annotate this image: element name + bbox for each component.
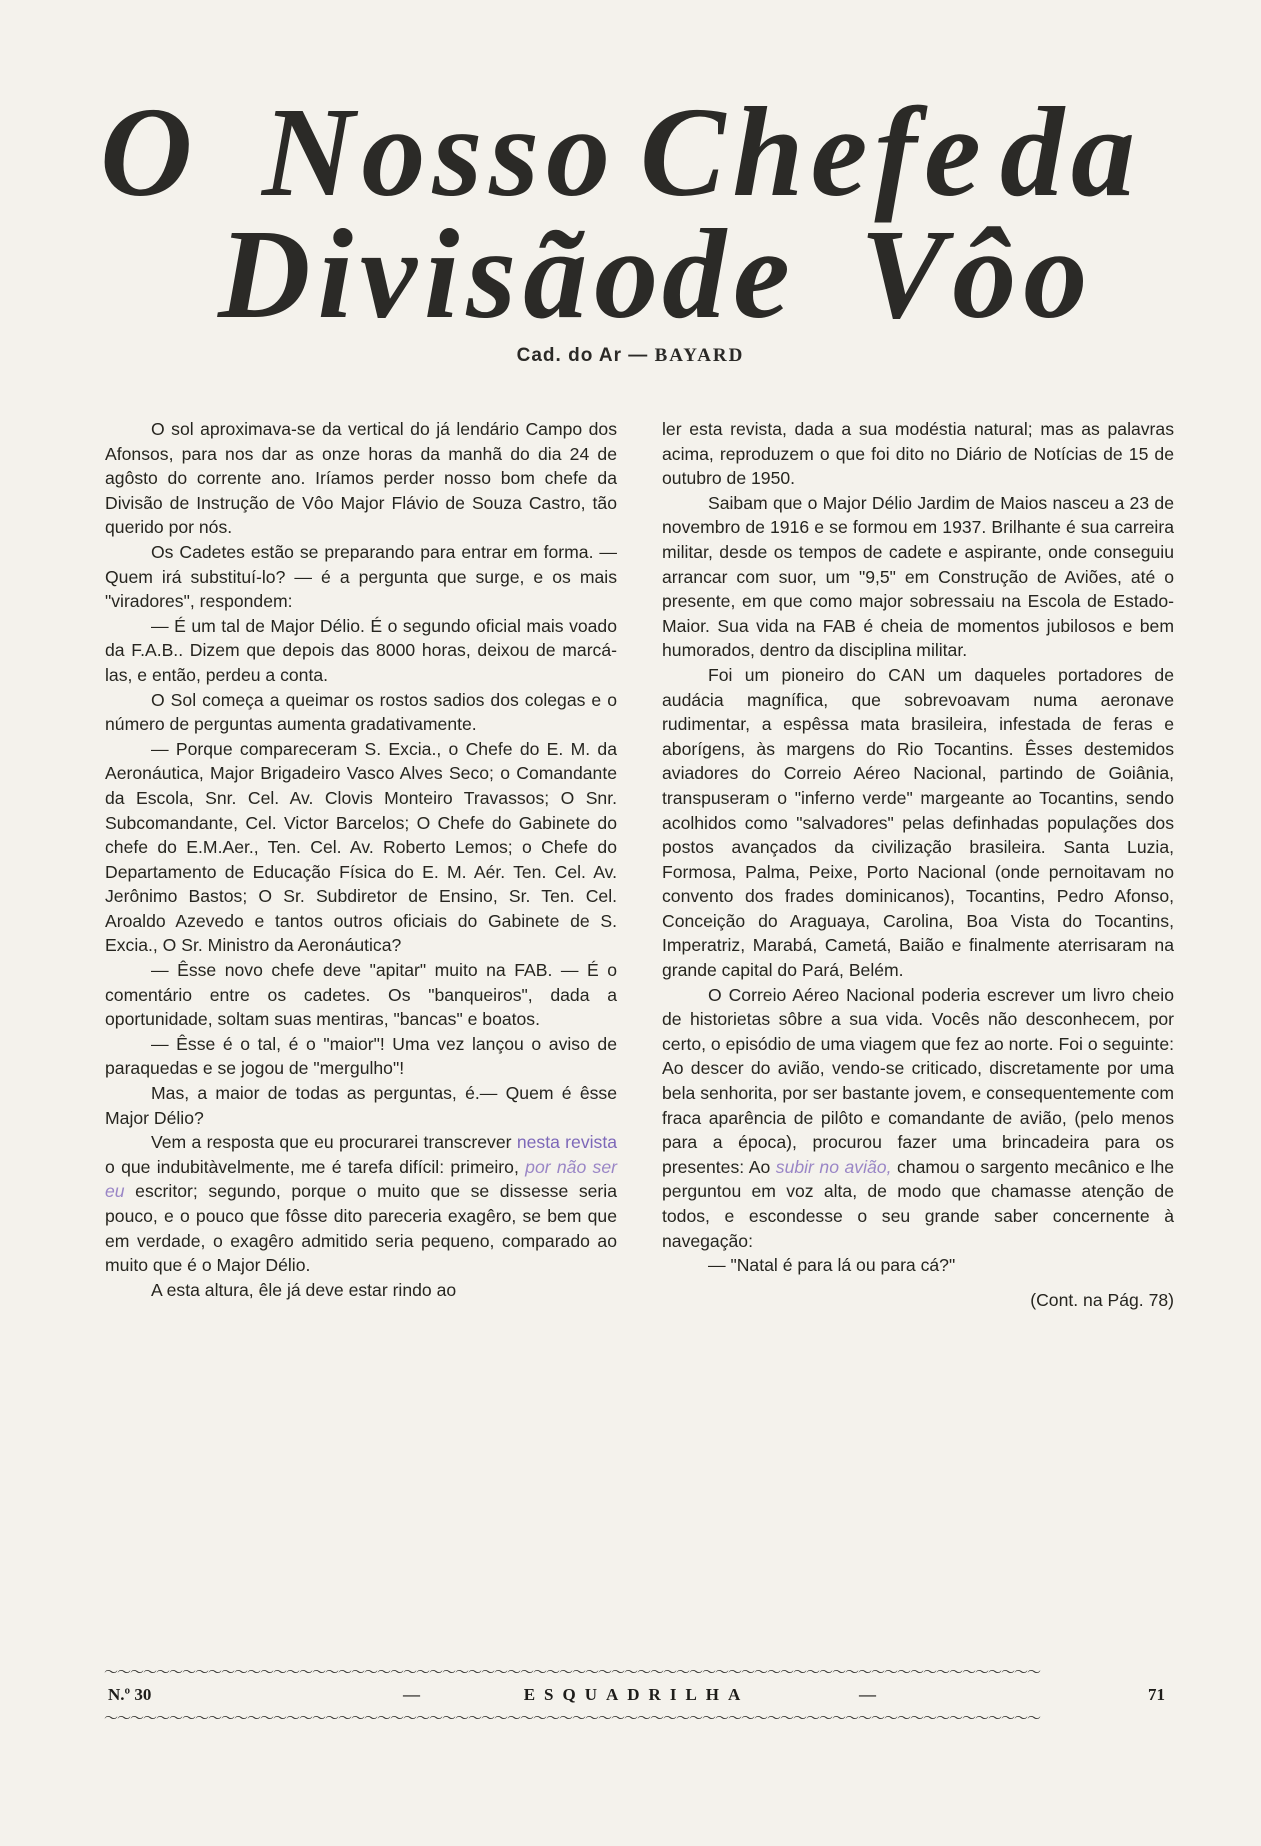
footer-wave-top: 〜〜〜〜〜〜〜〜〜〜〜〜〜〜〜〜〜〜〜〜〜〜〜〜〜〜〜〜〜〜〜〜〜〜〜〜〜〜〜〜〜〜〜〜〜〜〜〜〜〜〜〜〜〜〜〜〜〜〜〜〜〜〜〜〜〜〜〜〜〜〜〜 (104, 1667, 1040, 1677)
title-word: da (1000, 81, 1142, 223)
byline-prefix: Cad. do Ar — (516, 345, 649, 366)
paragraph: — Porque compareceram S. Excia., o Chefe do E. M. da Aeronáutica, Major Brigadeiro Vasco Alves Seco; o Comandante da Escola, Snr. Cel. Av. Clovis Monteiro Travassos; O Snr. Subcomandante, Cel. Victor Barcelos; O Chefe do Gabinete do chefe do E.M.Aer., Ten. Cel. Av. Roberto Lemos; o Chefe do Departamento de Educação Física do E. M. Aér. Ten. Cel. Av. Jerônimo Bastos; O Sr. Subdiretor de Ensino, Sr. Ten. Cel. Aroaldo Azevedo e tantos outros oficiais do Gabinete de S. Excia., O Sr. Ministro da Aeronáutica? (105, 738, 617, 956)
stamp-text: por não ser eu (105, 1156, 617, 1202)
byline (0, 345, 1261, 367)
paragraph-text: escritor; segundo, porque o muito que se dissesse seria pouco, e o pouco que fôsse dito pareceria exagêro, se bem que em verdade, o exagêro admitido seria pequeno, comparado ao muito que é o Major Délio. (105, 1181, 617, 1276)
paragraph: — Êsse é o tal, é o "maior"! Uma vez lançou o aviso de paraquedas e se jogou de "mergulho"! (105, 1033, 617, 1079)
title-word: O (100, 81, 200, 223)
issue-number: N.º 30 (108, 1685, 152, 1704)
paragraph: — "Natal é para lá ou para cá?" (708, 1255, 956, 1276)
paragraph-text: O Correio Aéreo Nacional poderia escrever um livro cheio de historietas sôbre a sua vida. Vocês não desconhecem, por certo, o episódio de uma viagem que fez ao norte. Foi o seguinte: Ao descer do avião, vendo-se criticado, discretamente por uma bela senhorita, por ser bastante jovem, e consequentemente com fraca aparência de pilôto e comandante de avião, (pelo menos para a época), procurou fazer uma brincadeira para os presentes: Ao (662, 984, 1174, 1177)
paragraph: Mas, a maior de todas as perguntas, é.— Quem é êsse Major Délio? (105, 1083, 617, 1128)
footer-dash: — (859, 1685, 876, 1704)
title-word: de (662, 203, 797, 345)
stamp-text: subir no avião, (775, 1156, 892, 1177)
paragraph (105, 1130, 617, 1278)
footer-dash: — (403, 1685, 420, 1704)
paragraph: O sol aproximava-se da vertical do já lendário Campo dos Afonsos, para nos dar as onze horas da manhã do dia 24 de agôsto do corrente ano. Iríamos perder nosso bom chefe da Divisão de Instrução de Vôo Major Flávio de Souza Castro, tão querido por nós. (105, 419, 617, 538)
stamp-text: nesta revista (516, 1132, 618, 1153)
paragraph: — Êsse novo chefe deve "apitar" muito na FAB. — É o comentário entre os cadetes. Os "banqueiros", dada a oportunidade, soltam suas mentiras, "bancas" e boatos. (105, 960, 617, 1030)
title-word: Chefe (640, 81, 988, 223)
article-title-line-1 (0, 81, 1261, 223)
paragraph: Os Cadetes estão se preparando para entrar em forma. — Quem irá substituí-lo? — é a pergunta que surge, e os mais "viradores", respondem: (105, 541, 617, 612)
page-footer (104, 1685, 1169, 1709)
paragraph-text: Vem a resposta que eu procurarei transcrever (151, 1132, 512, 1153)
magazine-name: ESQUADRILHA (523, 1685, 750, 1704)
page-number: 71 (1148, 1685, 1165, 1704)
paragraph-text: o que indubitàvelmente, me é tarefa difícil: primeiro, (105, 1156, 519, 1177)
article-column-right (662, 417, 1174, 1312)
paragraph: O Sol começa a queimar os rostos sadios dos colegas e o número de perguntas aumenta gradativamente. (105, 689, 617, 735)
paragraph: ler esta revista, dada a sua modéstia natural; mas as palavras acima, reproduzem o que foi dito no Diário de Notícias de 15 de outubro de 1950. (662, 419, 1174, 489)
paragraph: Foi um pioneiro do CAN um daqueles portadores de audácia magnífica, que sobrevoavam numa aeronave rudimentar, a espêssa mata brasileira, infestada de feras e aborígens, às margens do Rio Tocantins. Êsses destemidos aviadores do Correio Aéreo Nacional, partindo de Goiânia, transpuseram o "inferno verde" margeante ao Tocantins, sendo acolhidos como "salvadores" pelas definhadas populações dos postos avançados da civilização brasileira. Santa Luzia, Formosa, Palma, Peixe, Porto Nacional (onde pernoitavam no convento dos frades dominicanos), Tocantins, Pedro Afonso, Conceição do Araguaya, Carolina, Boa Vista do Tocantins, Imperatriz, Marabá, Cametá, Baião e finalmente aterrisaram na grande capital do Pará, Belém. (662, 664, 1174, 981)
paragraph-text: chamou o sargento mecânico e lhe perguntou em voz alta, de modo que chamasse atenção de todos, e escondesse o seu grande saber concernente à navegação: (662, 1156, 1175, 1251)
paragraph: Saibam que o Major Délio Jardim de Maios nasceu a 23 de novembro de 1916 e se formou em 1937. Brilhante é sua carreira militar, desde os tempos de cadete e aspirante, onde conseguiu arrancar com suor, um "9,5" em Construção de Aviões, até o presente, em que como major sobressaiu na Escola de Estado-Maior. Sua vida na FAB é cheia de momentos jubilosos e bem humorados, dentro da disciplina militar. (662, 492, 1174, 661)
continued-note: (Cont. na Pág. 78) (1030, 1289, 1174, 1310)
title-word: Nosso (262, 81, 618, 223)
article-title-line-2 (0, 203, 1261, 345)
paragraph: A esta altura, êle já deve estar rindo ao (151, 1279, 457, 1300)
title-word: Divisão (218, 203, 666, 345)
title-word: Vôo (860, 203, 1095, 345)
paragraph: — É um tal de Major Délio. É o segundo oficial mais voado da F.A.B.. Dizem que depois das 8000 horas, deixou de marcá-las, e então, perdeu a conta. (105, 615, 617, 685)
byline-author: BAYARD (654, 345, 745, 366)
paragraph (662, 983, 1174, 1254)
footer-wave-bottom: 〜〜〜〜〜〜〜〜〜〜〜〜〜〜〜〜〜〜〜〜〜〜〜〜〜〜〜〜〜〜〜〜〜〜〜〜〜〜〜〜〜〜〜〜〜〜〜〜〜〜〜〜〜〜〜〜〜〜〜〜〜〜〜〜〜〜〜〜〜〜〜〜 (104, 1713, 1040, 1723)
article-column-left (105, 417, 617, 1302)
